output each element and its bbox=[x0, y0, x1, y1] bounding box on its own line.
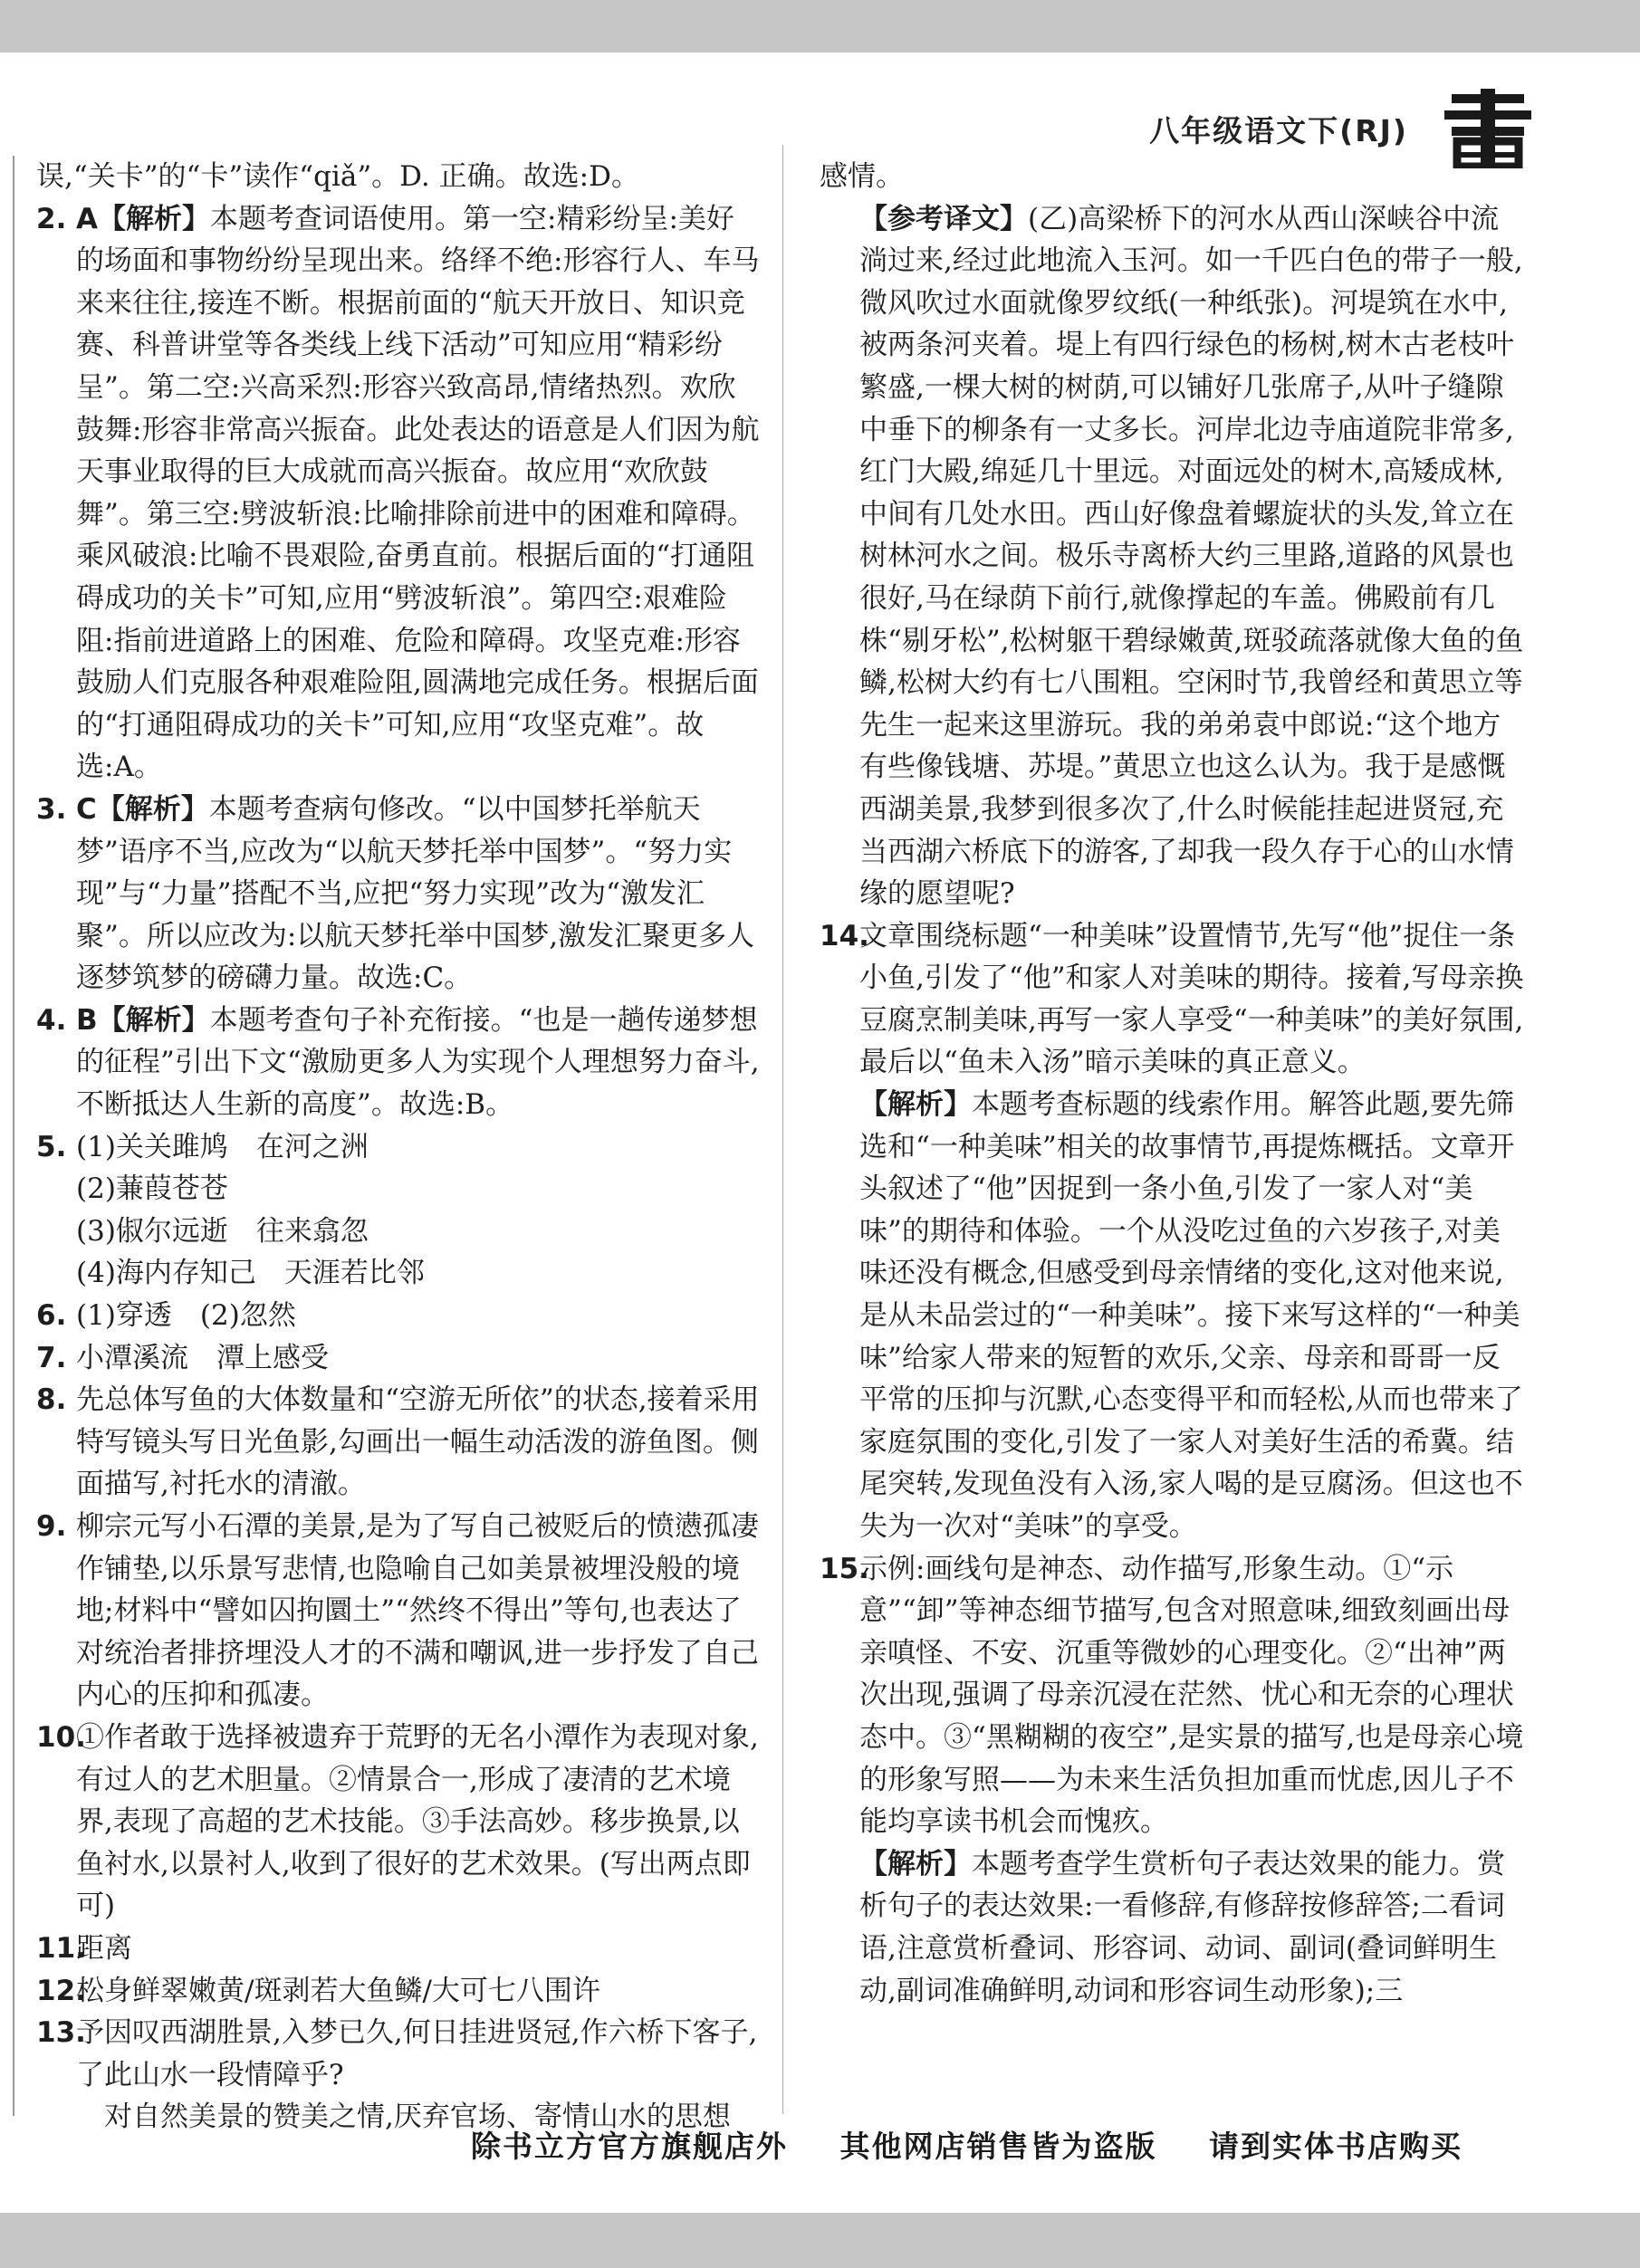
item-text: 文章围绕标题“一种美味”设置情节,先写“他”捉住一条小鱼,引发了“他”和家人对美味的期待。接着,写母亲换豆腐烹制美味,再写一家人享受“一种美味”的美好氛围,最后以“鱼未入汤”暗示美味的真正意义。 bbox=[859, 919, 1524, 1079]
item-text: 柳宗元写小石潭的美景,是为了写自己被贬后的愤懑孤凄作铺垫,以乐景写悲情,也隐喻自己如美景被埋没般的境地;材料中“譬如囚拘圜土”“然终不得出”等句,也表达了对统治者排挤埋没人才的不满和嘲讽,进一步抒发了自己内心的压抑和孤凄。 bbox=[76, 1510, 759, 1712]
item-text: 本题考查句子补充衔接。“也是一趟传递梦想的征程”引出下文“激励更多人为实现个人理想努力奋斗,不断抵达人生新的高度”。故选:B。 bbox=[76, 1003, 760, 1122]
item-text: 误,“关卡”的“卡”读作“qiǎ”。D. 正确。故选:D。 bbox=[36, 160, 639, 193]
left-margin-rule bbox=[13, 156, 14, 2116]
answer-item bbox=[36, 1000, 761, 1126]
answer-choice: B bbox=[76, 1003, 98, 1037]
answer-item bbox=[36, 1379, 761, 1506]
item-text: 示例:画线句是神态、动作描写,形象生动。①“示意”“卸”等神态细节描写,包含对照意味,细致刻画出母亲嗔怪、不安、沉重等微妙的心理变化。②“出神”两次出现,强调了母亲沉浸在茫然、忧心和无奈的心理状态中。③“黑糊糊的夜空”,是实景的描写,也是母亲心境的形象写照——为未来生活负担加重而忧虑,因儿子不能均享读书机会而愧疚。 bbox=[859, 1552, 1524, 1839]
item-text: ①作者敢于选择被遗弃于荒野的无名小潭作为表现对象,有过人的艺术胆量。②情景合一,形成了凄清的艺术境界,表现了高超的艺术技能。③手法高妙。移步换景,以鱼衬水,以景衬人,收到了很好的艺术效果。(写出两点即可) bbox=[76, 1720, 759, 1923]
answer-paragraph bbox=[820, 198, 1526, 915]
item-number: 15. bbox=[820, 1552, 869, 1585]
section-label: 【解析】 bbox=[859, 1088, 972, 1122]
item-text: (1)穿透 (2)忽然 bbox=[76, 1299, 296, 1333]
item-text: 本题考查学生赏析句子表达效果的能力。赏析句子的表达效果:一看修辞,有修辞按修辞答;二看词语,注意赏析叠词、形容词、动词、副词(叠词鲜明生动,副词准确鲜明,动词和形容词生动形象);三 bbox=[859, 1847, 1505, 2007]
item-text: (乙)高梁桥下的河水从西山深峡谷中流淌过来,经过此地流入玉河。如一千匹白色的带子一般,微风吹过水面就像罗纹纸(一种纸张)。河堤筑在水中,被两条河夹着。堤上有四行绿色的杨树,树木古老枝叶繁盛,一棵大树的树荫,可以铺好几张席子,从叶子缝隙中垂下的柳条有一丈多长。河岸北边寺庙道院非常多,红门大殿,绵延几十里远。对面远处的树木,高矮成林,中间有几处水田。西山好像盘着螺旋状的头发,耸立在树林河水之间。极乐寺离桥大约三里路,道路的风景也很好,马在绿荫下前行,就像撑起的车盖。佛殿前有几株“剔牙松”,松树躯干碧绿嫩黄,斑驳疏落就像大鱼的鱼鳞,松树大约有七八围粗。空闲时节,我曾经和黄思立等先生一起来这里游玩。我的弟弟袁中郎说:“这个地方有些像钱塘、苏堤。”黄思立也这么认为。我于是感慨西湖美景,我梦到很多次了,什么时候能挂起进贤冠,充当西湖六桥底下的游客,了却我一段久存于心的山水情缘的愿望呢? bbox=[859, 202, 1524, 911]
section-label: 【参考译文】 bbox=[859, 202, 1028, 235]
item-number: 10. bbox=[36, 1720, 86, 1754]
item-text: 先总体写鱼的大体数量和“空游无所依”的状态,接着采用特写镜头写日光鱼影,勾画出一幅生动活泼的游鱼图。侧面描写,衬托水的清澈。 bbox=[76, 1383, 760, 1501]
item-text: 对自然美景的赞美之情,厌弃官场、寄情山水的思想 bbox=[76, 2101, 731, 2134]
section-label: 【解析】 bbox=[96, 792, 209, 826]
item-number: 8. bbox=[36, 1383, 67, 1417]
item-number: 6. bbox=[36, 1299, 67, 1333]
item-text: 本题考查病句修改。“以中国梦托举航天梦”语序不当,应改为“以航天梦托举中国梦”。“努力实现”与“力量”搭配不当,应把“努力实现”改为“激发汇聚”。所以应改为:以航天梦托举中国梦,激发汇聚更多人逐梦筑梦的磅礴力量。故选:C。 bbox=[76, 792, 755, 995]
answer-paragraph bbox=[820, 1843, 1526, 2012]
item-text: (3)俶尔远逝 往来翕忽 bbox=[76, 1214, 369, 1248]
item-text: 距离 bbox=[76, 1931, 132, 1965]
footer-notice-3: 请到实体书店购买 bbox=[1209, 2129, 1463, 2164]
footer-notice-1: 除书立方官方旗舰店外 bbox=[471, 2129, 788, 2164]
item-text: (2)蒹葭苍苍 bbox=[76, 1172, 228, 1206]
item-number: 13. bbox=[36, 2016, 86, 2050]
answer-paragraph bbox=[36, 1168, 761, 1211]
footer-notice-2: 其他网店销售皆为盗版 bbox=[839, 2129, 1157, 2164]
answer-paragraph bbox=[820, 1084, 1526, 1548]
answer-item bbox=[36, 1126, 761, 1169]
item-text: (4)海内存知己 天涯若比邻 bbox=[76, 1257, 425, 1290]
section-label: 【解析】 bbox=[98, 202, 210, 235]
item-text: 本题考查标题的线索作用。解答此题,要先筛选和“一种美味”相关的故事情节,再提炼概括。文章开头叙述了“他”因捉到一条小鱼,引发了一家人对“美味”的期待和体验。一个从没吃过鱼的六岁孩子,对美味还没有概念,但感受到母亲情绪的变化,这对他来说,是从未品尝过的“一种美味”。接下来写这样的“一种美味”给家人带来的短暂的欢乐,父亲、母亲和哥哥一反平常的压抑与沉默,心态变得平和而轻松,从而也带来了家庭氛围的变化,引发了一家人对美好生活的希冀。结尾突转,发现鱼没有入汤,家人喝的是豆腐汤。但这也不失为一次对“美味”的享受。 bbox=[859, 1088, 1523, 1543]
book-title: 八年级语文下(RJ) bbox=[1149, 112, 1408, 148]
scan-top-band bbox=[0, 0, 1640, 53]
answer-choice: A bbox=[76, 202, 98, 235]
answer-paragraph bbox=[36, 1252, 761, 1295]
item-text: 松身鲜翠嫩黄/斑剥若大鱼鳞/大可七八围许 bbox=[76, 1974, 600, 2007]
answer-item bbox=[36, 198, 761, 789]
answer-item bbox=[36, 789, 761, 1000]
answer-item bbox=[36, 1928, 761, 1970]
answer-paragraph bbox=[36, 156, 761, 198]
right-column bbox=[820, 156, 1526, 2012]
section-label: 【解析】 bbox=[97, 1003, 210, 1037]
answer-paragraph bbox=[820, 156, 1526, 198]
answer-paragraph bbox=[36, 1211, 761, 1253]
answer-item bbox=[820, 915, 1526, 1084]
item-text: (1)关关雎鸠 在河之洲 bbox=[76, 1130, 369, 1163]
item-number: 9. bbox=[36, 1510, 67, 1543]
answer-item bbox=[36, 1970, 761, 2013]
item-text: 予因叹西湖胜景,入梦已久,何日挂进贤冠,作六桥下客子,了此山水一段情障乎? bbox=[76, 2016, 758, 2091]
item-number: 11. bbox=[36, 1931, 86, 1965]
anti-piracy-notice bbox=[471, 2123, 1521, 2166]
item-number: 4. bbox=[36, 1003, 67, 1037]
column-divider bbox=[782, 145, 783, 2114]
item-text: 小潭溪流 潭上感受 bbox=[76, 1341, 329, 1374]
answer-item bbox=[36, 1506, 761, 1717]
item-number: 5. bbox=[36, 1130, 67, 1163]
scan-bottom-band bbox=[0, 2213, 1640, 2268]
item-number: 12. bbox=[36, 1974, 86, 2007]
item-number: 14. bbox=[820, 919, 869, 952]
section-label: 【解析】 bbox=[859, 1847, 972, 1880]
answer-item bbox=[36, 1295, 761, 1337]
item-text: 本题考查词语使用。第一空:精彩纷呈:美好的场面和事物纷纷呈现出来。络绎不绝:形容行人、车马来来往往,接连不断。根据前面的“航天开放日、知识竞赛、科普讲堂等各类线上线下活动”可知应用“精彩纷呈”。第二空:兴高采烈:形容兴致高昂,情绪热烈。欢欣鼓舞:形容非常高兴振奋。此处表达的语意是人们因为航天事业取得的巨大成就而高兴振奋。故应用“欢欣鼓舞”。第三空:劈波斩浪:比喻排除前进中的困难和障碍。乘风破浪:比喻不畏艰险,奋勇直前。根据后面的“打通阻碍成功的关卡”可知,应用“劈波斩浪”。第四空:艰难险阻:指前进道路上的困难、危险和障碍。攻坚克难:形容鼓励人们克服各种艰难险阻,圆满地完成任务。根据后面的“打通阻碍成功的关卡”可知,应用“攻坚克难”。故选:A。 bbox=[76, 202, 760, 784]
item-text: 感情。 bbox=[820, 160, 904, 193]
answer-item bbox=[36, 1717, 761, 1928]
item-number: 3. bbox=[36, 792, 67, 826]
answer-choice: C bbox=[76, 792, 97, 826]
answer-item bbox=[36, 1337, 761, 1380]
answer-item bbox=[820, 1548, 1526, 1843]
item-number: 2. bbox=[36, 202, 67, 235]
answer-item bbox=[36, 2012, 761, 2096]
left-column bbox=[36, 156, 761, 2139]
item-number: 7. bbox=[36, 1341, 67, 1374]
